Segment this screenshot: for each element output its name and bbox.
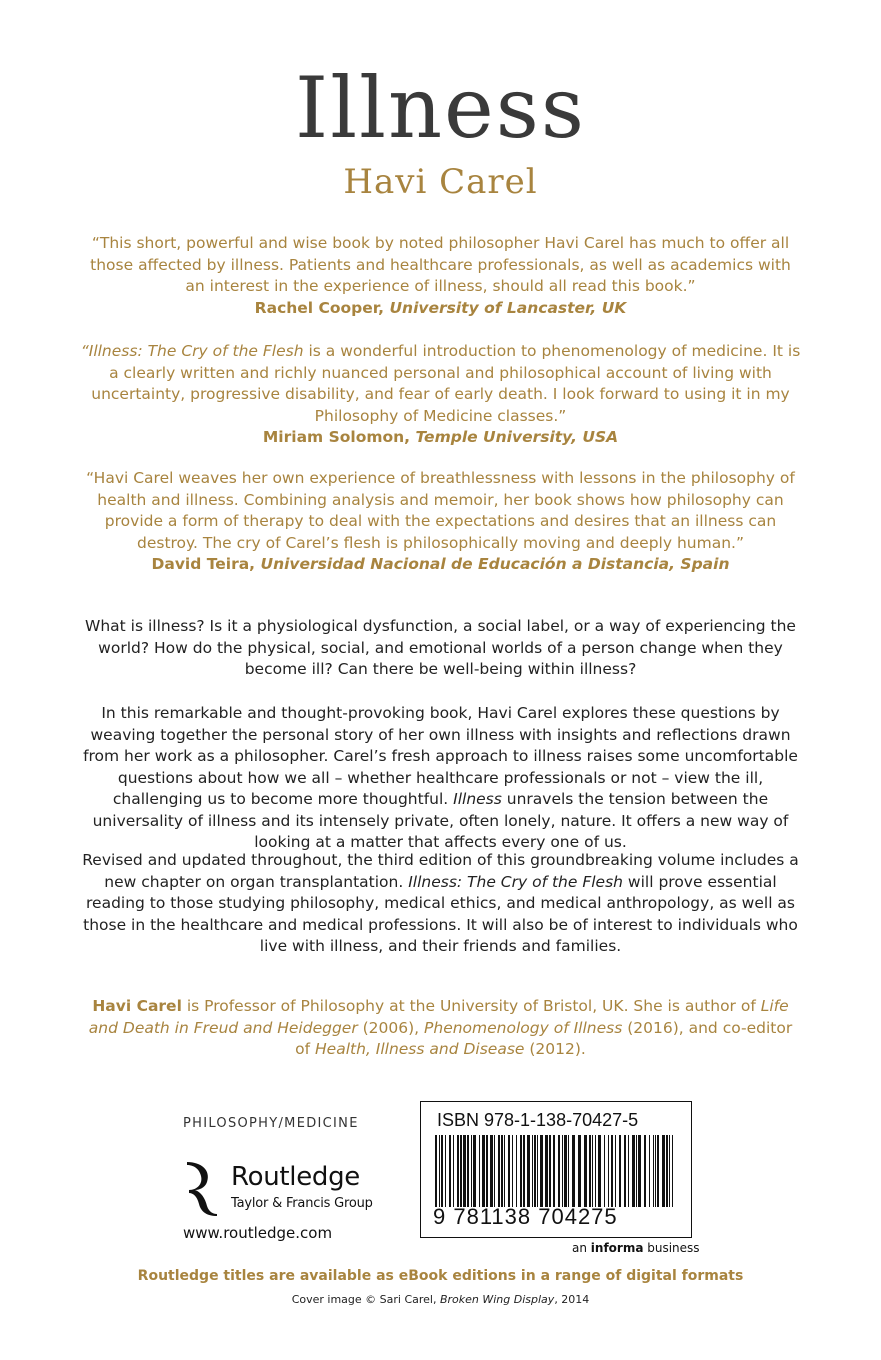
- book-author: Havi Carel: [343, 162, 538, 202]
- routledge-logo-icon: [183, 1160, 219, 1216]
- description-paragraph: Revised and updated throughout, the third edition of this groundbreaking volume includes a new chapter on organ transplantation. Illness: The Cry of the Flesh will prove essential reading to those studying philosophy, medical ethics, and medical anthropology, as well as those in the healthcare and medical professions. It will also be of interest to individuals who live with illness, and their friends and families.: [82, 851, 799, 955]
- quote-lead: “Illness: The Cry of the Flesh: [80, 342, 304, 360]
- endorsement-quote: [80, 341, 801, 449]
- publisher-group: Taylor & Francis Group: [231, 1196, 373, 1211]
- endorsement-quote: [80, 468, 801, 576]
- quote-text: is a wonderful introduction to phenomenology of medicine. It is a clearly written and richly nuanced personal and philosophical account of living with uncertainty, progressive disability, and fear of early death. I look forward to using it in my Philosophy of Medicine classes.”: [91, 342, 801, 425]
- quote-text: “This short, powerful and wise book by noted philosopher Havi Carel has much to offer all those affected by illness. Patients and healthcare professionals, as well as academics with an interest in the experience of illness, should all read this book.”: [90, 234, 791, 295]
- description-paragraph: In this remarkable and thought-provoking book, Havi Carel explores these questions by weaving together the personal story of her own illness with insights and reflections drawn from her work as a philosopher. Carel’s fresh approach to illness raises some uncomfortable questions about how we all – whether healthcare professionals or not – view the ill, challenging us to become more thoughtful. Illness unravels the tension between the universality of illness and its intensely private, often lonely, nature. It offers a new way of looking at a matter that affects every one of us.: [83, 704, 798, 851]
- ebook-notice: Routledge titles are available as eBook editions in a range of digital formats: [137, 1268, 744, 1284]
- barcode-digits: 9 781138 704275: [433, 1204, 618, 1229]
- publisher-logo: [183, 1160, 393, 1220]
- author-bio: Havi Carel is Professor of Philosophy at the University of Bristol, UK. She is author of Life and Death in Freud and Heidegger (2006), Phenomenology of Illness (2016), and co-editor of Health, Illness and Disease (2012).: [88, 997, 793, 1058]
- quote-text: “Havi Carel weaves her own experience of breathlessness with lessons in the philosophy of health and illness. Combining analysis and memoir, her book shows how philosophy can provide a form of therapy to deal with the expectations and desires that an illness can destroy. The cry of Carel’s flesh is philosophically moving and deeply human.”: [86, 469, 795, 552]
- subject-category: PHILOSOPHY/MEDICINE: [183, 1116, 359, 1131]
- barcode-icon: [435, 1135, 679, 1207]
- description-paragraph: What is illness? Is it a physiological dysfunction, a social label, or a way of experiencing the world? How do the physical, social, and emotional worlds of a person change when they become ill? Can there be well-being within illness?: [85, 617, 796, 678]
- quote-attribution: David Teira, Universidad Nacional de Educación a Distancia, Spain: [151, 555, 730, 573]
- publisher-website[interactable]: www.routledge.com: [183, 1224, 333, 1242]
- book-title: Illness: [295, 59, 586, 157]
- informa-tagline: an informa business: [572, 1241, 700, 1255]
- cover-image-credit: Cover image © Sari Carel, Broken Wing Display, 2014: [291, 1293, 590, 1306]
- quote-attribution: Miriam Solomon, Temple University, USA: [262, 428, 619, 446]
- isbn-barcode-box: [420, 1101, 692, 1238]
- publisher-name: Routledge: [231, 1162, 361, 1192]
- endorsement-quote: [80, 233, 801, 319]
- quote-attribution: Rachel Cooper, University of Lancaster, UK: [254, 298, 627, 317]
- isbn-number: ISBN 978-1-138-70427-5: [437, 1110, 639, 1130]
- bio-author-name: Havi Carel: [92, 997, 182, 1015]
